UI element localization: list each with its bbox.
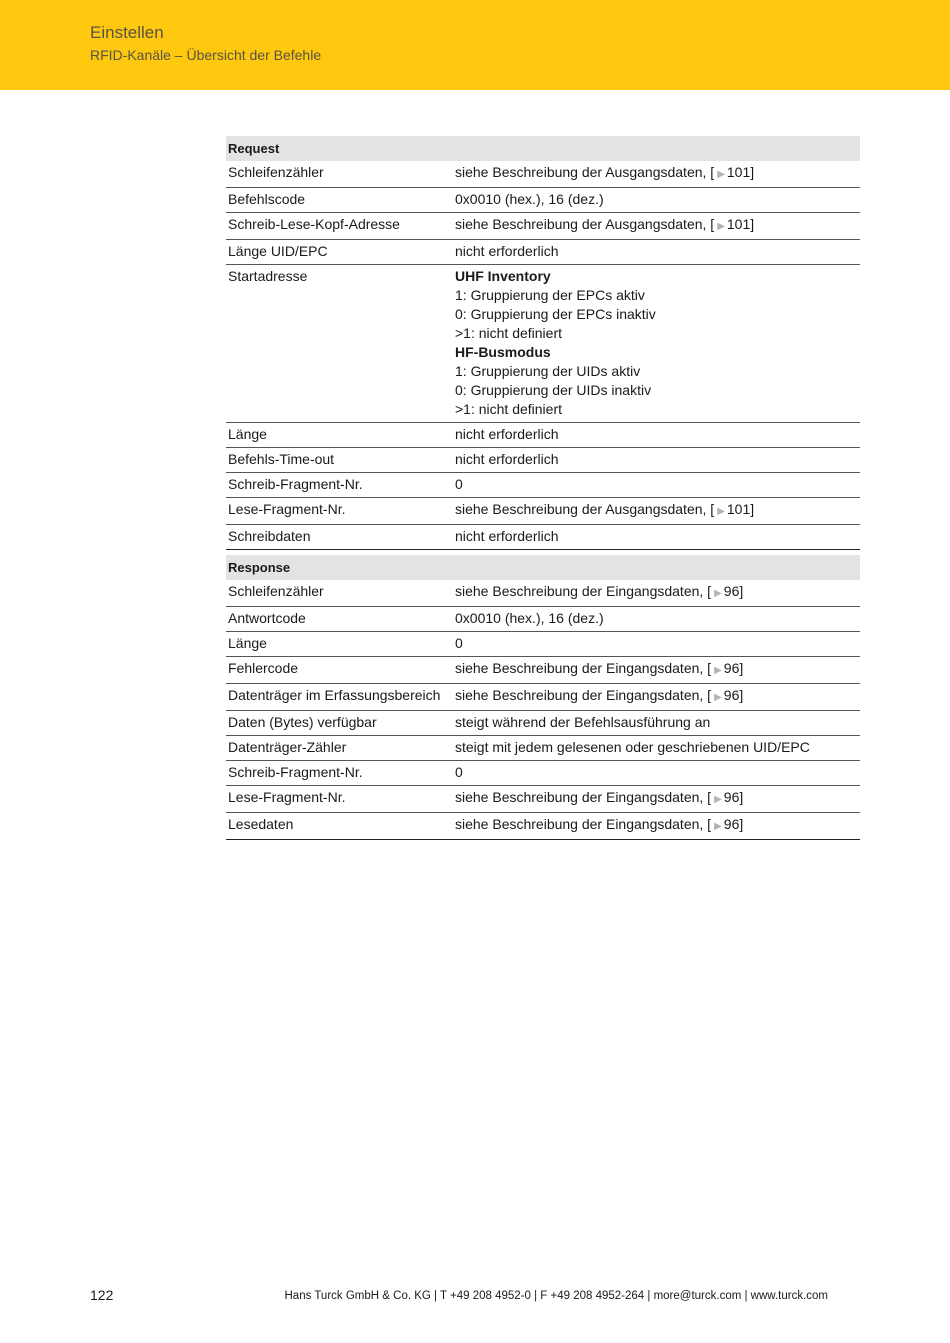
row-value: nicht erforderlich (453, 423, 860, 448)
table-row (226, 525, 860, 550)
table-header-row (226, 555, 860, 580)
footer-contact: Hans Turck GmbH & Co. KG | T +49 208 4952-0 | F +49 208 4952-264 | more@turck.com | www.turck.com (284, 1290, 828, 1302)
row-value: 0 (453, 632, 860, 657)
table-row (226, 188, 860, 213)
row-value: siehe Beschreibung der Eingangsdaten, [ ▶ 96] (453, 813, 860, 840)
row-value: siehe Beschreibung der Eingangsdaten, [ ▶ 96] (453, 657, 860, 684)
row-value: 0 (453, 761, 860, 786)
row-label: Schleifenzähler (226, 580, 453, 607)
table-row (226, 265, 860, 423)
table-row (226, 632, 860, 657)
triangle-right-icon: ▶ (714, 821, 722, 832)
table-row (226, 240, 860, 265)
triangle-right-icon: ▶ (714, 588, 722, 599)
uhf-option: 0: Gruppierung der EPCs inaktiv (455, 306, 656, 322)
row-value: nicht erforderlich (453, 448, 860, 473)
row-label: Länge (226, 632, 453, 657)
row-value: nicht erforderlich (453, 240, 860, 265)
row-label: Startadresse (226, 265, 453, 423)
row-value: siehe Beschreibung der Ausgangsdaten, [ ▶ 101] (453, 498, 860, 525)
table-row (226, 423, 860, 448)
row-value: siehe Beschreibung der Ausgangsdaten, [ ▶ 101] (453, 213, 860, 240)
table-row (226, 580, 860, 607)
triangle-right-icon: ▶ (714, 692, 722, 703)
page-reference[interactable]: 101] (726, 164, 755, 180)
row-label: Daten (Bytes) verfügbar (226, 711, 453, 736)
hf-option: 1: Gruppierung der UIDs aktiv (455, 363, 641, 379)
row-label: Schleifenzähler (226, 161, 453, 188)
table-row (226, 711, 860, 736)
row-value: siehe Beschreibung der Eingangsdaten, [ ▶ 96] (453, 580, 860, 607)
row-label: Lesedaten (226, 813, 453, 840)
table-row (226, 761, 860, 786)
table-row (226, 813, 860, 840)
row-label: Lese-Fragment-Nr. (226, 786, 453, 813)
table-row (226, 161, 860, 188)
row-value: 0x0010 (hex.), 16 (dez.) (453, 188, 860, 213)
request-table (226, 136, 860, 550)
table-header-cell (453, 136, 860, 161)
header-band (0, 0, 950, 90)
uhf-heading: UHF Inventory (455, 268, 551, 284)
row-value: siehe Beschreibung der Eingangsdaten, [ ▶ 96] (453, 684, 860, 711)
row-label: Datenträger im Erfassungsbereich (226, 684, 453, 711)
triangle-right-icon: ▶ (717, 506, 725, 517)
row-value: steigt während der Befehlsausführung an (453, 711, 860, 736)
hf-option: >1: nicht definiert (455, 401, 563, 417)
hf-heading: HF-Busmodus (455, 344, 551, 360)
page-reference[interactable]: 96] (723, 660, 744, 676)
row-label: Schreibdaten (226, 525, 453, 550)
table-row (226, 498, 860, 525)
hf-option: 0: Gruppierung der UIDs inaktiv (455, 382, 652, 398)
page-reference[interactable]: 96] (723, 789, 744, 805)
section-subtitle: RFID-Kanäle – Übersicht der Befehle (90, 47, 322, 63)
page-reference[interactable]: 101] (726, 501, 755, 517)
row-label: Schreib-Lese-Kopf-Adresse (226, 213, 453, 240)
row-label: Lese-Fragment-Nr. (226, 498, 453, 525)
row-label: Schreib-Fragment-Nr. (226, 761, 453, 786)
page-number: 122 (90, 1287, 114, 1303)
row-label: Antwortcode (226, 607, 453, 632)
uhf-option: 1: Gruppierung der EPCs aktiv (455, 287, 645, 303)
page-reference[interactable]: 96] (723, 687, 744, 703)
row-value: 0 (453, 473, 860, 498)
row-value: 0x0010 (hex.), 16 (dez.) (453, 607, 860, 632)
triangle-right-icon: ▶ (714, 665, 722, 676)
row-value (453, 265, 860, 423)
table-header-cell (453, 555, 860, 580)
row-label: Länge UID/EPC (226, 240, 453, 265)
row-label: Fehlercode (226, 657, 453, 684)
page-reference[interactable]: 96] (723, 583, 744, 599)
triangle-right-icon: ▶ (717, 169, 725, 180)
row-label: Befehls-Time-out (226, 448, 453, 473)
row-label: Datenträger-Zähler (226, 736, 453, 761)
triangle-right-icon: ▶ (714, 794, 722, 805)
request-heading: Request (226, 136, 453, 161)
page-reference[interactable]: 96] (723, 816, 744, 832)
table-row (226, 684, 860, 711)
chapter-title: Einstellen (90, 23, 164, 42)
table-header-row (226, 136, 860, 161)
table-row (226, 448, 860, 473)
table-row (226, 473, 860, 498)
response-heading: Response (226, 555, 453, 580)
response-table (226, 555, 860, 840)
table-row (226, 736, 860, 761)
uhf-option: >1: nicht definiert (455, 325, 563, 341)
row-value: steigt mit jedem gelesenen oder geschriebenen UID/EPC (453, 736, 860, 761)
row-label: Länge (226, 423, 453, 448)
page-reference[interactable]: 101] (726, 216, 755, 232)
triangle-right-icon: ▶ (717, 221, 725, 232)
row-value: nicht erforderlich (453, 525, 860, 550)
row-label: Schreib-Fragment-Nr. (226, 473, 453, 498)
row-label: Befehlscode (226, 188, 453, 213)
table-row (226, 213, 860, 240)
row-value: siehe Beschreibung der Ausgangsdaten, [ ▶ 101] (453, 161, 860, 188)
table-row (226, 607, 860, 632)
table-row (226, 786, 860, 813)
table-row (226, 657, 860, 684)
row-value: siehe Beschreibung der Eingangsdaten, [ ▶ 96] (453, 786, 860, 813)
